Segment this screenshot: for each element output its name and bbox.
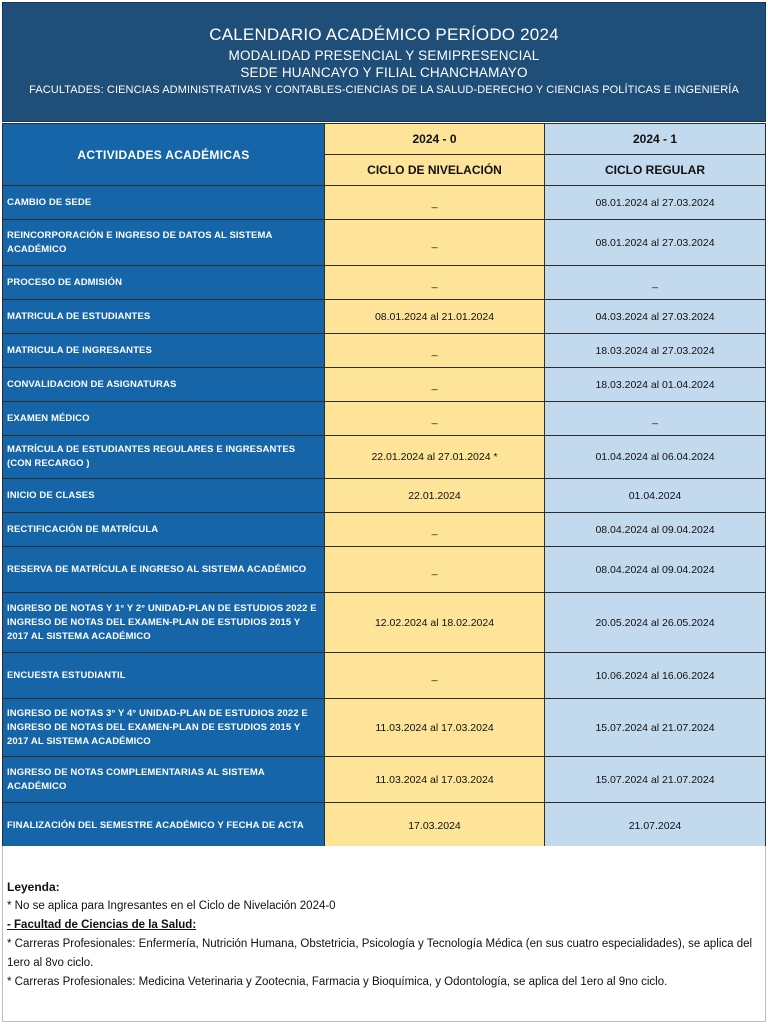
legend-title: Leyenda: bbox=[7, 880, 60, 894]
period-2024-1-cell: 18.03.2024 al 01.04.2024 bbox=[545, 368, 766, 402]
period-2024-1-cell: 18.03.2024 al 27.03.2024 bbox=[545, 334, 766, 368]
period-2024-1-cell: 01.04.2024 bbox=[545, 479, 766, 513]
activity-cell: INICIO DE CLASES bbox=[3, 479, 325, 513]
calendar-table bbox=[2, 123, 766, 849]
table-row bbox=[3, 266, 766, 300]
period-2024-1-header: 2024 - 1 bbox=[545, 124, 766, 155]
activity-cell: RESERVA DE MATRÍCULA E INGRESO AL SISTEMA ACADÉMICO bbox=[3, 547, 325, 593]
period-2024-1-cell: 20.05.2024 al 26.05.2024 bbox=[545, 593, 766, 653]
activity-cell: MATRICULA DE INGRESANTES bbox=[3, 334, 325, 368]
table-row bbox=[3, 757, 766, 803]
activity-cell: MATRICULA DE ESTUDIANTES bbox=[3, 300, 325, 334]
legend-note-careers-8: * Carreras Profesionales: Enfermería, Nutrición Humana, Obstetricia, Psicología y Tecnología Médica (en sus cuatro especialidades), se aplica del 1ero al 8vo ciclo. bbox=[7, 938, 753, 969]
period-2024-0-cell: _ bbox=[325, 368, 545, 402]
table-row bbox=[3, 547, 766, 593]
period-2024-1-cell: _ bbox=[545, 266, 766, 300]
table-row bbox=[3, 186, 766, 220]
period-2024-1-cell: 04.03.2024 al 27.03.2024 bbox=[545, 300, 766, 334]
activity-cell: MATRÍCULA DE ESTUDIANTES REGULARES E INGRESANTES (CON RECARGO ) bbox=[3, 436, 325, 479]
period-2024-0-cell: 22.01.2024 al 27.01.2024 * bbox=[325, 436, 545, 479]
modality-subtitle: MODALIDAD PRESENCIAL Y SEMIPRESENCIAL bbox=[228, 48, 540, 63]
campus-subtitle: SEDE HUANCAYO Y FILIAL CHANCHAMAYO bbox=[240, 65, 528, 80]
period-2024-1-cell: 21.07.2024 bbox=[545, 803, 766, 849]
period-2024-1-cell: 08.04.2024 al 09.04.2024 bbox=[545, 547, 766, 593]
table-row bbox=[3, 803, 766, 849]
activity-cell: PROCESO DE ADMISIÓN bbox=[3, 266, 325, 300]
period-2024-0-cell: 11.03.2024 al 17.03.2024 bbox=[325, 699, 545, 757]
table-row bbox=[3, 593, 766, 653]
activity-cell: ENCUESTA ESTUDIANTIL bbox=[3, 653, 325, 699]
table-row bbox=[3, 402, 766, 436]
period-2024-0-cell: _ bbox=[325, 513, 545, 547]
activity-cell: INGRESO DE NOTAS 3° Y 4° UNIDAD-PLAN DE ESTUDIOS 2022 E INGRESO DE NOTAS DEL EXAMEN-PLAN DE ESTUDIOS 2015 Y 2017 AL SISTEMA ACADÉMICO bbox=[3, 699, 325, 757]
period-2024-0-cell: 17.03.2024 bbox=[325, 803, 545, 849]
table-row bbox=[3, 300, 766, 334]
legend-note-nivelacion: * No se aplica para Ingresantes en el Ciclo de Nivelación 2024-0 bbox=[7, 900, 336, 912]
faculties-subtitle: FACULTADES: CIENCIAS ADMINISTRATIVAS Y CONTABLES-CIENCIAS DE LA SALUD-DERECHO Y CIENCIAS POLÍTICAS E INGENIERÍA bbox=[29, 84, 739, 96]
period-2024-0-cell: _ bbox=[325, 266, 545, 300]
period-2024-1-cell: 15.07.2024 al 21.07.2024 bbox=[545, 757, 766, 803]
activity-cell: EXAMEN MÉDICO bbox=[3, 402, 325, 436]
activity-cell: CAMBIO DE SEDE bbox=[3, 186, 325, 220]
activity-cell: CONVALIDACION DE ASIGNATURAS bbox=[3, 368, 325, 402]
period-2024-0-cell: 12.02.2024 al 18.02.2024 bbox=[325, 593, 545, 653]
cycle-nivelacion-header: CICLO DE NIVELACIÓN bbox=[325, 155, 545, 186]
period-2024-1-cell: 10.06.2024 al 16.06.2024 bbox=[545, 653, 766, 699]
legend-faculty-subtitle: - Facultad de Ciencias de la Salud: bbox=[7, 919, 197, 931]
period-2024-1-cell: 01.04.2024 al 06.04.2024 bbox=[545, 436, 766, 479]
calendar-header bbox=[2, 2, 766, 122]
table-row bbox=[3, 479, 766, 513]
period-2024-0-cell: _ bbox=[325, 186, 545, 220]
period-2024-0-cell: 22.01.2024 bbox=[325, 479, 545, 513]
period-2024-1-cell: 08.01.2024 al 27.03.2024 bbox=[545, 186, 766, 220]
table-row bbox=[3, 699, 766, 757]
period-2024-0-cell: _ bbox=[325, 334, 545, 368]
period-2024-1-cell: 08.04.2024 al 09.04.2024 bbox=[545, 513, 766, 547]
period-2024-1-cell: _ bbox=[545, 402, 766, 436]
period-2024-0-cell: 11.03.2024 al 17.03.2024 bbox=[325, 757, 545, 803]
period-2024-0-cell: 08.01.2024 al 21.01.2024 bbox=[325, 300, 545, 334]
legend-note-careers-9: * Carreras Profesionales: Medicina Veterinaria y Zootecnia, Farmacia y Bioquímica, y Odontología, se aplica del 1ero al 9no ciclo. bbox=[7, 976, 668, 988]
activity-cell: INGRESO DE NOTAS Y 1° Y 2° UNIDAD-PLAN DE ESTUDIOS 2022 E INGRESO DE NOTAS DEL EXAMEN-PLAN DE ESTUDIOS 2015 Y 2017 AL SISTEMA ACADÉMICO bbox=[3, 593, 325, 653]
table-row bbox=[3, 653, 766, 699]
period-2024-0-cell: _ bbox=[325, 653, 545, 699]
table-row bbox=[3, 220, 766, 266]
activity-cell: REINCORPORACIÓN E INGRESO DE DATOS AL SISTEMA ACADÉMICO bbox=[3, 220, 325, 266]
activity-cell: RECTIFICACIÓN DE MATRÍCULA bbox=[3, 513, 325, 547]
period-2024-1-cell: 15.07.2024 al 21.07.2024 bbox=[545, 699, 766, 757]
page-title: CALENDARIO ACADÉMICO PERÍODO 2024 bbox=[209, 25, 559, 44]
table-row bbox=[3, 513, 766, 547]
table-row bbox=[3, 334, 766, 368]
activities-column-header: ACTIVIDADES ACADÉMICAS bbox=[3, 124, 325, 186]
period-2024-0-cell: _ bbox=[325, 220, 545, 266]
activity-cell: FINALIZACIÓN DEL SEMESTRE ACADÉMICO Y FECHA DE ACTA bbox=[3, 803, 325, 849]
legend-section bbox=[2, 846, 766, 1022]
period-2024-0-header: 2024 - 0 bbox=[325, 124, 545, 155]
period-2024-0-cell: _ bbox=[325, 547, 545, 593]
period-2024-0-cell: _ bbox=[325, 402, 545, 436]
activity-cell: INGRESO DE NOTAS COMPLEMENTARIAS AL SISTEMA ACADÉMICO bbox=[3, 757, 325, 803]
cycle-regular-header: CICLO REGULAR bbox=[545, 155, 766, 186]
table-row bbox=[3, 436, 766, 479]
table-row bbox=[3, 368, 766, 402]
period-2024-1-cell: 08.01.2024 al 27.03.2024 bbox=[545, 220, 766, 266]
